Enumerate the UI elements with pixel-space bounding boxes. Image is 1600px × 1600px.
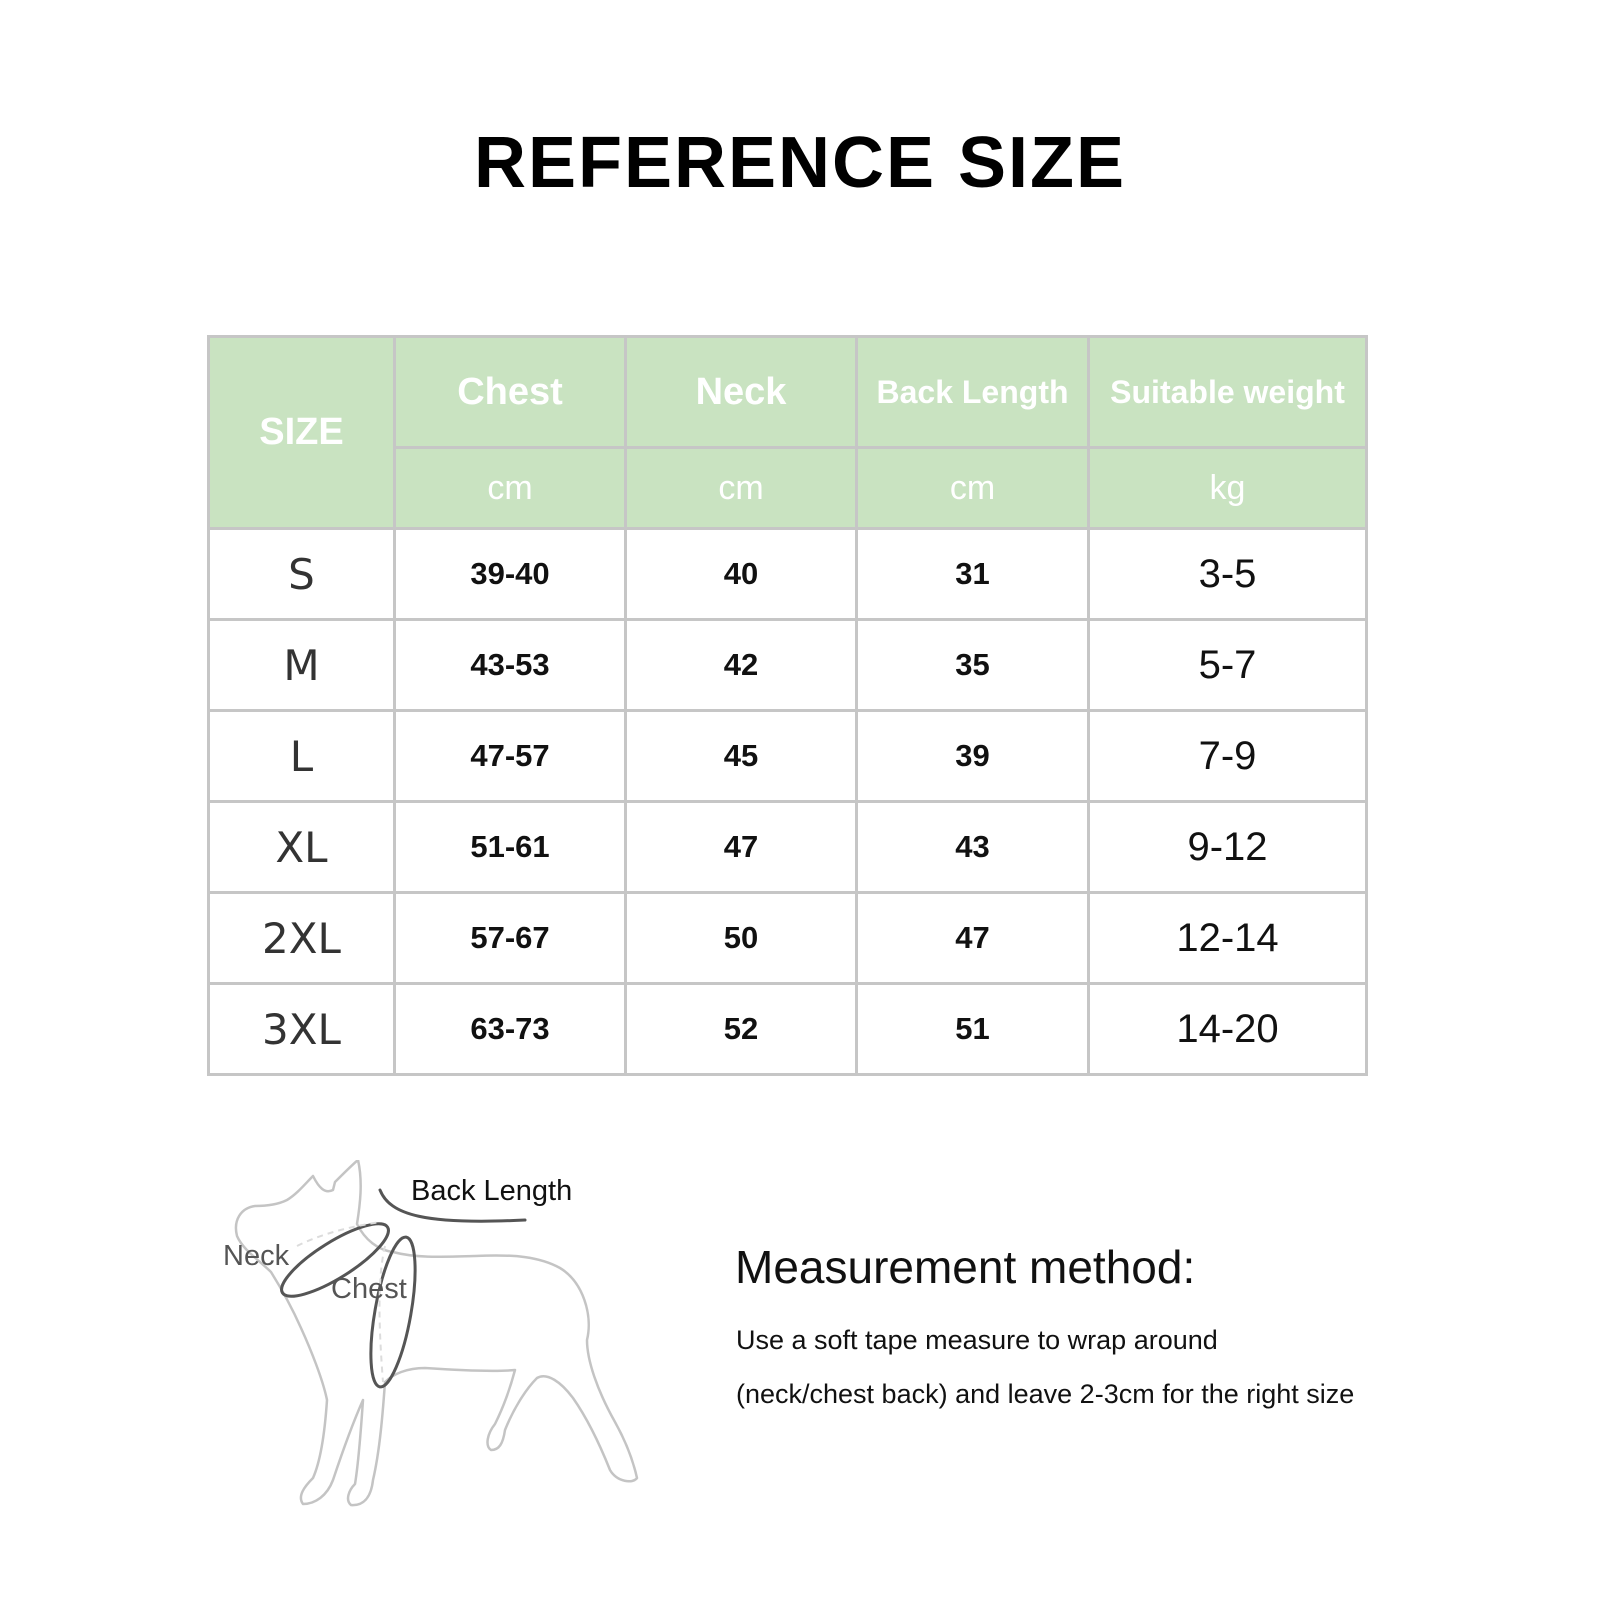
measurement-method-title: Measurement method: bbox=[735, 1241, 1196, 1293]
neck-label: Neck bbox=[223, 1240, 290, 1272]
cell-back-length: 51 bbox=[857, 984, 1089, 1075]
cell-chest: 47-57 bbox=[395, 711, 626, 802]
cell-neck: 50 bbox=[626, 893, 857, 984]
cell-chest: 39-40 bbox=[395, 529, 626, 620]
header-suitable-weight: Suitable weight bbox=[1089, 337, 1367, 448]
unit-chest: cm bbox=[395, 448, 626, 529]
table-row bbox=[209, 802, 1367, 893]
back-length-label: Back Length bbox=[411, 1175, 573, 1207]
cell-weight: 7-9 bbox=[1089, 711, 1367, 802]
cell-weight: 5-7 bbox=[1089, 620, 1367, 711]
table-row bbox=[209, 711, 1367, 802]
dog-outline-icon bbox=[236, 1160, 637, 1505]
cell-size: 3XL bbox=[209, 984, 395, 1075]
cell-neck: 40 bbox=[626, 529, 857, 620]
cell-weight: 9-12 bbox=[1089, 802, 1367, 893]
cell-neck: 42 bbox=[626, 620, 857, 711]
cell-back-length: 47 bbox=[857, 893, 1089, 984]
header-size: SIZE bbox=[209, 337, 395, 529]
cell-size: M bbox=[209, 620, 395, 711]
cell-chest: 57-67 bbox=[395, 893, 626, 984]
unit-neck: cm bbox=[626, 448, 857, 529]
cell-neck: 52 bbox=[626, 984, 857, 1075]
table-row bbox=[209, 893, 1367, 984]
header-row bbox=[209, 337, 1367, 448]
table-row bbox=[209, 529, 1367, 620]
dog-measurement-diagram bbox=[215, 1160, 675, 1560]
method-line-1: Use a soft tape measure to wrap around bbox=[736, 1325, 1218, 1355]
cell-back-length: 35 bbox=[857, 620, 1089, 711]
cell-chest: 43-53 bbox=[395, 620, 626, 711]
cell-weight: 14-20 bbox=[1089, 984, 1367, 1075]
table-row bbox=[209, 620, 1367, 711]
measurement-method-text bbox=[736, 1313, 1586, 1421]
cell-size: S bbox=[209, 529, 395, 620]
table-row bbox=[209, 984, 1367, 1075]
cell-weight: 12-14 bbox=[1089, 893, 1367, 984]
chest-label: Chest bbox=[331, 1273, 407, 1305]
cell-size: XL bbox=[209, 802, 395, 893]
cell-neck: 47 bbox=[626, 802, 857, 893]
cell-size: L bbox=[209, 711, 395, 802]
page-title: REFERENCE SIZE bbox=[473, 123, 1127, 203]
unit-weight: kg bbox=[1089, 448, 1367, 529]
method-line-2: (neck/chest back) and leave 2-3cm for the right size bbox=[736, 1379, 1355, 1409]
cell-back-length: 39 bbox=[857, 711, 1089, 802]
header-back-length: Back Length bbox=[857, 337, 1089, 448]
size-chart-table bbox=[207, 335, 1368, 1076]
header-neck: Neck bbox=[626, 337, 857, 448]
header-chest: Chest bbox=[395, 337, 626, 448]
cell-size: 2XL bbox=[209, 893, 395, 984]
cell-chest: 63-73 bbox=[395, 984, 626, 1075]
cell-neck: 45 bbox=[626, 711, 857, 802]
cell-chest: 51-61 bbox=[395, 802, 626, 893]
cell-back-length: 31 bbox=[857, 529, 1089, 620]
cell-back-length: 43 bbox=[857, 802, 1089, 893]
cell-weight: 3-5 bbox=[1089, 529, 1367, 620]
unit-back-length: cm bbox=[857, 448, 1089, 529]
